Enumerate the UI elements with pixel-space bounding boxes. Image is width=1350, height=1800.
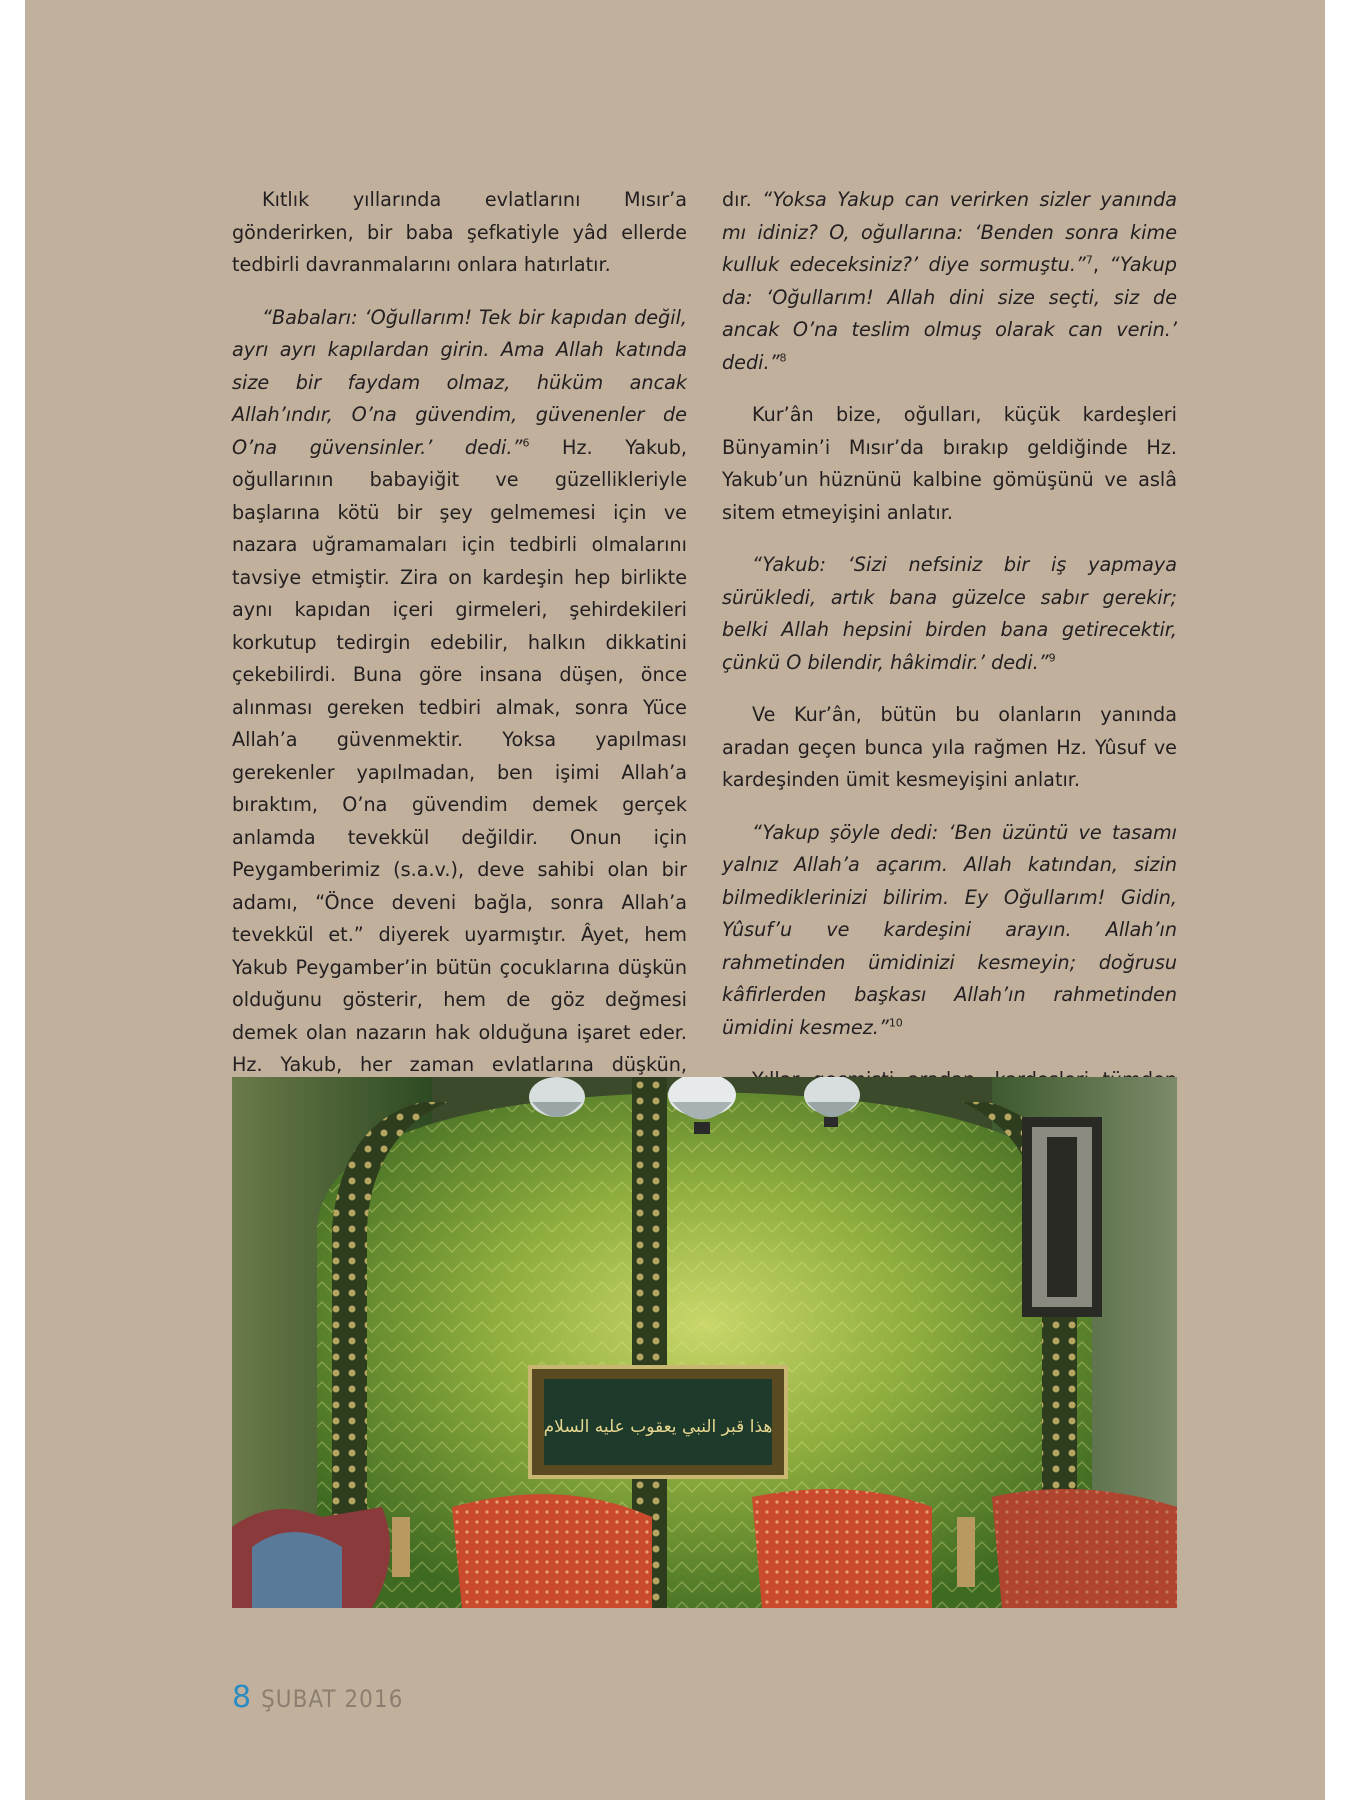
paragraph: Ve Kur’ân, bütün bu olanların yanında aradan geçen bunca yıla rağmen Hz. Yûsuf ve kardeşinden ümit kesmeyişini anlatır. [722,703,1177,791]
footnote-ref: 8 [779,351,787,365]
paragraph: Kur’ân bize, oğulları, küçük kardeşleri Bünyamin’i Mısır’da bırakıp geldiğinde Hz. Yakub’un hüznünü kalbine gömüşünü ve aslâ sitem etmeyişini anlatır. [722,403,1177,524]
paragraph-text: Hz. Yakub, oğullarının babayiğit ve güzellikleriyle başlarına kötü bir şey gelmemesi için ve nazara uğramamaları için tedbirli olmalarını tavsiye etmiştir. Zira on kardeşin hep birlikte aynı kapıdan içeri girmeleri, şehirdekileri korkutup tedirgin edebilir, halkın dikkatini çekebilirdi. Buna göre insana düşen, önce alınması gereken tedbiri almak, sonra Yüce Allah’a güvenmektir. Yoksa yapılması gerekenler yapılmadan, ben işimi Allah’a bıraktım, O’na güvendim demek gerçek anlamda tevekkül değildir. Onun için Peygamberimiz (s.a.v.), deve sahibi olan bir adamı, “Önce deveni bağla, sonra Allah’a tevekkül et.” diyerek uyarmıştır. Âyet, hem Yakub Peygamber’in bütün çocuklarına düşkün olduğunu gösterir, hem de göz değmesi demek olan nazarın hak olduğuna işaret eder. Hz. Yakub, her zaman evlatlarına düşkün, [232,435,687,1076]
quran-quote: “Yoksa Yakup can verirken sizler yanında mı idiniz? O, oğullarına: ‘Benden sonra kime kulluk edeceksiniz?’ diye sormuştu.” [722,188,1178,276]
paragraph [722,817,1177,1045]
window-grille-icon [1022,1117,1102,1317]
footnote-ref: 10 [888,1016,903,1030]
right-column [722,184,1177,1182]
paragraph: Kıtlık yıllarında evlatlarını Mısır’a gönderirken, bir baba şefkatiyle yâd ellerde tedbirli davranmalarını onlara hatırlatır. [232,188,687,276]
magazine-page [25,0,1325,1800]
footnote-ref: 6 [522,436,530,450]
paragraph-text: dır. [722,188,763,211]
red-cloth [752,1489,932,1608]
tomb-photo [232,1077,1177,1608]
paragraph [232,302,687,1180]
issue-date: ŞUBAT 2016 [261,1685,404,1713]
separator: , [1092,253,1110,276]
red-cloth [452,1494,652,1608]
footnote-ref: 7 [1085,253,1093,267]
left-column [232,184,687,1199]
page-footer [232,1680,403,1720]
lamp-icon [529,1077,585,1117]
quran-quote: “Yakup da: ‘Oğullarım! Allah dini size seçti, siz de ancak O’na teslim olmuş olarak can verin.’ dedi.” [722,253,1177,374]
quran-quote: “Yakub: ‘Sizi nefsiniz bir iş yapmaya sürükledi, artık bana güzelce sabır gerekir; belki Allah hepsini birden bana getirecektir, çünkü O bilendir, hâkimdir.’ dedi.” [722,553,1177,674]
quran-quote: “Yakup şöyle dedi: ‘Ben üzüntü ve tasamı yalnız Allah’a açarım. Allah katından, sizin bilmediklerinizi bilirim. Ey Oğullarım! Gidin, Yûsuf’u ve kardeşini arayın. Allah’ın rahmetinden ümidinizi kesmeyin; doğrusu kâfirlerden başkası Allah’ın rahmetinden ümidini kesmez.” [722,820,1177,1039]
quran-quote: “Babaları: ‘Oğullarım! Tek bir kapıdan değil, ayrı ayrı kapılardan girin. Ama Allah katında size bir faydam olmaz, hüküm ancak Allah’ındır, O’na güvendim, güvenenler de O’na güvensinler.’ dedi.” [232,305,687,459]
paragraph [722,184,1177,379]
footnote-ref: 9 [1048,651,1056,665]
calligraphy-text: هذا قبر النبي يعقوب عليه السلام [543,1417,773,1437]
page-number: 8 [232,1680,252,1715]
paragraph [722,549,1177,679]
